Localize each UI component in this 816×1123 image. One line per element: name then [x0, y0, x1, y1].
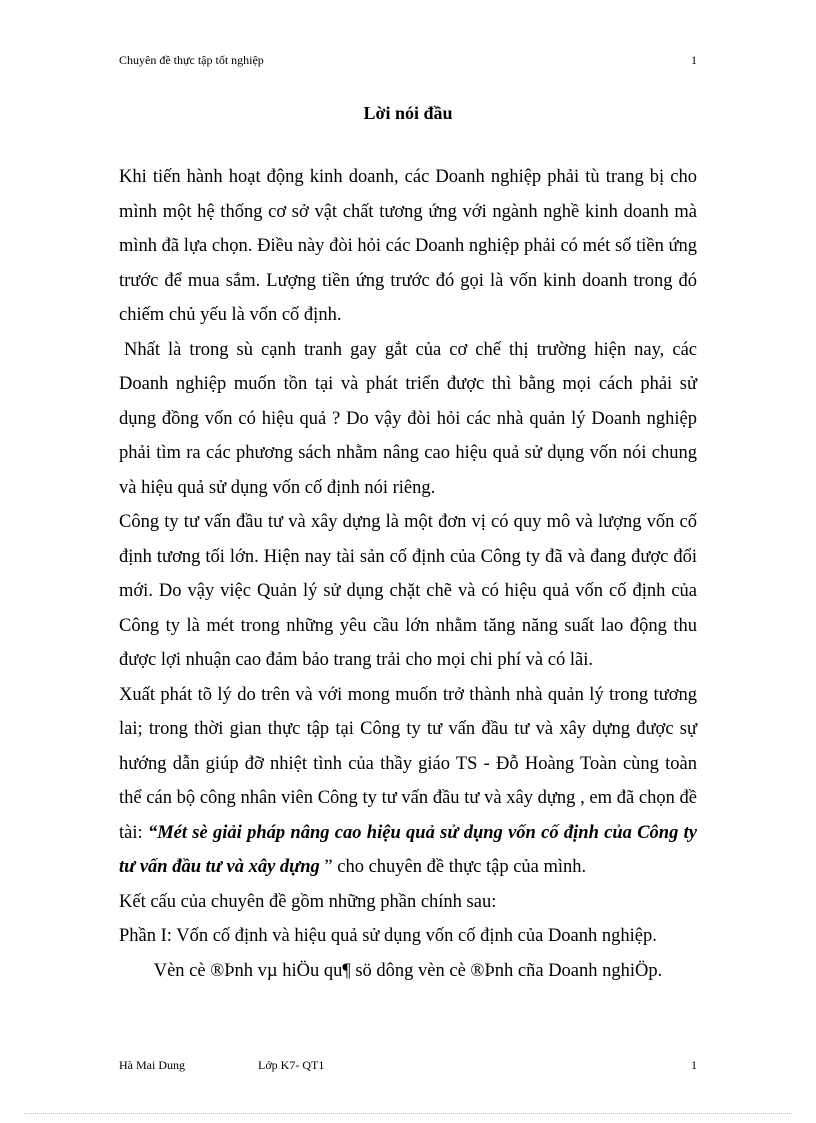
page-bottom-divider	[24, 1113, 792, 1114]
document-title: Lời nói đầu	[363, 103, 453, 123]
footer-class: Lớp K7- QT1	[258, 1058, 325, 1072]
paragraph-2: Nhất là trong sù cạnh tranh gay gắt của cơ chế thị trường hiện nay, các Doanh nghiệp muốn tồn tại và phát triển được thì bằng mọi cách phải sử dụng đồng vốn có hiệu quả ? Do vậy đòi hỏi các nhà quản lý Doanh nghiệp phải tìm ra các phương sách nhằm nâng cao hiệu quả sử dụng vốn nói chung và hiệu quả sử dụng vốn cố định nói riêng.	[119, 339, 697, 498]
thesis-topic: “Mét sè giải pháp nâng cao hiệu quả sử dụng vốn cố định của Công ty tư vấn đầu tư và xây dựng	[119, 822, 697, 877]
footer-page-number: 1	[691, 1058, 697, 1072]
paragraph-4	[119, 678, 697, 885]
header-page-number: 1	[691, 53, 697, 67]
header-title: Chuyên đề thực tập tốt nghiệp	[119, 53, 264, 67]
paragraph-4-outro: ” cho chuyên đề thực tập của mình.	[319, 857, 587, 877]
footer-author: Hà Mai Dung	[119, 1058, 185, 1072]
garbled-subheading: Vèn cè ®Þnh vµ hiÖu qu¶ sö dông vèn cè ®Þnh cña Doanh nghiÖp.	[153, 960, 663, 981]
paragraph-4-intro: Xuất phát tõ lý do trên và với mong muốn trở thành nhà quản lý trong tương lai; trong thời gian thực tập tại Công ty tư vấn đầu tư và xây dựng được sự hướng dẫn giúp đỡ nhiệt tình của thầy giáo TS - Đỗ Hoàng Toàn cùng toàn thể cán bộ công nhân viên Công ty tư vấn đầu tư và xây dựng , em đã chọn đề tài:	[119, 684, 697, 843]
paragraph-1: Khi tiến hành hoạt động kinh doanh, các Doanh nghiệp phải tù trang bị cho mình một hệ thống cơ sở vật chất tương ứng với ngành nghề kinh doanh mà mình đã lựa chọn. Điều này đòi hỏi các Doanh nghiệp phải có mét số tiền ứng trước để mua sắm. Lượng tiền ứng trước đó gọi là vốn kinh doanh trong đó chiếm chủ yếu là vốn cố định.	[119, 167, 697, 325]
structure-intro: Kết cấu của chuyên đề gồm những phần chính sau:	[119, 891, 497, 912]
part-1-heading: Phần I: Vốn cố định và hiệu quả sử dụng vốn cố định của Doanh nghiệp.	[119, 926, 657, 946]
document-body	[119, 160, 697, 988]
paragraph-3: Công ty tư vấn đầu tư và xây dựng là một đơn vị có quy mô và lượng vốn cố định tương tối lớn. Hiện nay tài sản cố định của Công ty đã và đang được đổi mới. Do vậy việc Quản lý sử dụng chặt chẽ và có hiệu quả vốn cố định của Công ty là mét trong những yêu cầu lớn nhằm tăng năng suất lao động thu được lợi nhuận cao đảm bảo trang trải cho mọi chi phí và có lãi.	[119, 512, 697, 670]
